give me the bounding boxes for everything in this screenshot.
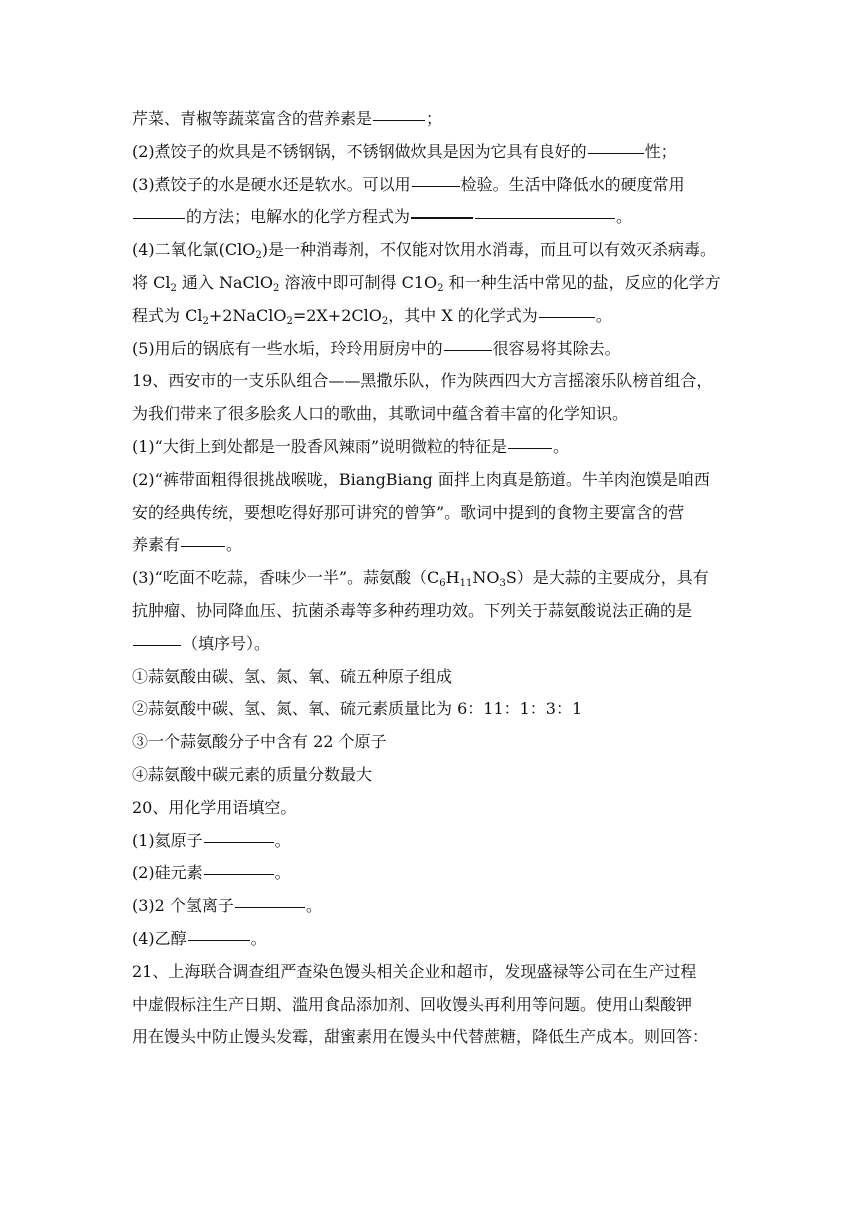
text: (3)“吃面不吃蒜，香味少一半”。蒜氨酸（C — [132, 568, 440, 588]
text: 芹菜、青椒等蔬菜富含的营养素是 — [132, 109, 373, 128]
line-17 — [132, 628, 736, 661]
answer-blank — [475, 217, 615, 219]
line-5 — [132, 234, 736, 267]
line-25 — [132, 890, 736, 923]
subscript: 2 — [381, 315, 389, 327]
text: 和一种生活中常见的盐，反应的化学方 — [443, 272, 721, 292]
answer-blank — [188, 939, 250, 941]
line-15 — [132, 562, 736, 595]
text: 。 — [274, 830, 291, 850]
text: 为我们带来了很多脍炙人口的歌曲，其歌词中蕴含着丰富的化学知识。 — [132, 404, 629, 424]
line-6 — [132, 267, 736, 300]
line-8 — [132, 333, 736, 366]
line-23 — [132, 825, 736, 858]
text: 将 Cl — [132, 272, 171, 292]
text: 抗肿瘤、协同降血压、抗菌杀毒等多种药理功效。下列关于蒜氨酸说法正确的是 — [132, 600, 693, 620]
text: 。 — [595, 305, 612, 325]
option-4 — [132, 759, 736, 792]
subscript: 2 — [273, 282, 280, 294]
subscript: 2 — [170, 282, 177, 294]
line-3 — [132, 169, 736, 202]
option-3 — [132, 726, 736, 759]
line-24 — [132, 857, 736, 890]
answer-blank — [204, 873, 274, 875]
answer-blank — [133, 644, 181, 646]
text: ③一个蒜氨酸分子中含有 22 个原子 — [132, 732, 387, 752]
text: (5)用后的锅底有一些水垢，玲玲用厨房中的 — [132, 338, 443, 358]
subscript: 2 — [286, 315, 293, 327]
text: 养素有 — [132, 535, 181, 555]
text: (4)乙醇 — [132, 928, 187, 948]
text: ，其中 X 的化学式为 — [388, 305, 538, 325]
text: 中虚假标注生产日期、滥用食品添加剂、回收馒头再利用等问题。使用山梨酸钾 — [132, 994, 693, 1014]
answer-blank — [235, 906, 305, 908]
text: )是一种消毒剂，不仅能对饮用水消毒，而且可以有效灭杀病毒。 — [261, 240, 717, 260]
text: 。 — [616, 207, 633, 227]
answer-blank — [588, 152, 644, 154]
line-13 — [132, 497, 736, 530]
text: 。 — [226, 535, 243, 555]
subscript: 2 — [202, 315, 209, 327]
text: 溶液中即可制得 C1O — [279, 272, 438, 292]
document-body — [132, 103, 736, 1054]
line-7 — [132, 300, 736, 333]
text: (2)煮饺子的炊具是不锈钢锅，不锈钢做炊具是因为它具有良好的 — [132, 141, 587, 161]
text: (2)“裤带面粗得很挑战喉咙，BiangBiang 面拌上肉真是筋道。牛羊肉泡馍是咱西 — [132, 469, 710, 489]
text: 21、上海联合调查组严查染色馒头相关企业和超市，发现盛禄等公司在生产过程 — [132, 961, 697, 981]
text: +2NaClO — [208, 305, 287, 325]
text: (4)二氧化氯(ClO — [132, 240, 256, 260]
text: ④蒜氨酸中碳元素的质量分数最大 — [132, 764, 373, 784]
text: 。 — [553, 436, 570, 456]
text: 用在馒头中防止馒头发霉，甜蜜素用在馒头中代替蔗糖，降低生产成本。则回答： — [132, 1027, 709, 1047]
text: (1)“大街上到处都是一股香风辣雨”说明微粒的特征是 — [132, 436, 508, 456]
line-11 — [132, 431, 736, 464]
line-1 — [132, 103, 736, 136]
text: ②蒜氨酸中碳、氢、氮、氧、硫元素质量比为 6：11：1：3：1 — [132, 699, 583, 719]
text: (2)硅元素 — [132, 863, 203, 883]
answer-blank — [181, 545, 225, 547]
line-14 — [132, 529, 736, 562]
subscript: 6 — [439, 578, 446, 590]
answer-blank — [508, 447, 552, 449]
text: (3)2 个氢离子 — [132, 896, 234, 916]
question-21-stem-1 — [132, 956, 736, 989]
answer-blank — [444, 349, 492, 351]
option-2 — [132, 693, 736, 726]
question-19-stem-2 — [132, 398, 736, 431]
subscript: 2 — [255, 250, 262, 262]
subscript: 11 — [459, 578, 473, 590]
answer-blank — [539, 316, 595, 318]
question-21-stem-2 — [132, 989, 736, 1022]
text: 。 — [250, 928, 267, 948]
text: 19、西安市的一支乐队组合——黑撒乐队，作为陕西四大方言摇滚乐队榜首组合， — [132, 371, 713, 391]
text: 通入 NaClO — [176, 272, 274, 292]
text: 20、用化学用语填空。 — [132, 797, 297, 817]
answer-blank — [411, 216, 473, 219]
text: 的方法；电解水的化学方程式为 — [186, 207, 411, 227]
text: （填序号）。 — [182, 633, 271, 653]
text: (3)煮饺子的水是硬水还是软水。可以用 — [132, 174, 411, 194]
text: H — [445, 568, 460, 588]
line-2 — [132, 136, 736, 169]
text: (1)氦原子 — [132, 830, 203, 850]
text: NO — [472, 568, 500, 588]
text: =2X+2ClO — [292, 305, 382, 325]
answer-blank — [373, 119, 425, 121]
question-19-stem-1 — [132, 365, 736, 398]
text: 很容易将其除去。 — [492, 338, 621, 358]
subscript: 2 — [437, 282, 444, 294]
text: ①蒜氨酸由碳、氢、氮、氧、硫五种原子组成 — [132, 666, 453, 686]
subscript: 3 — [499, 578, 506, 590]
text: ； — [426, 109, 443, 128]
answer-blank — [204, 841, 274, 843]
option-1 — [132, 661, 736, 694]
answer-blank — [412, 185, 460, 187]
text: 性； — [644, 141, 677, 161]
line-4 — [132, 201, 736, 234]
answer-blank — [133, 217, 185, 219]
text: 。 — [305, 896, 322, 916]
line-26 — [132, 923, 736, 956]
question-21-stem-3 — [132, 1021, 736, 1054]
text: 检验。生活中降低水的硬度常用 — [460, 174, 685, 194]
line-16 — [132, 595, 736, 628]
text: 程式为 Cl — [132, 305, 203, 325]
text: S）是大蒜的主要成分，具有 — [505, 568, 709, 588]
text: 。 — [274, 863, 291, 883]
text: 安的经典传统，要想吃得好那可讲究的曾笋”。歌词中提到的食物主要富含的营 — [132, 502, 685, 522]
line-12 — [132, 464, 736, 497]
question-20-stem — [132, 792, 736, 825]
